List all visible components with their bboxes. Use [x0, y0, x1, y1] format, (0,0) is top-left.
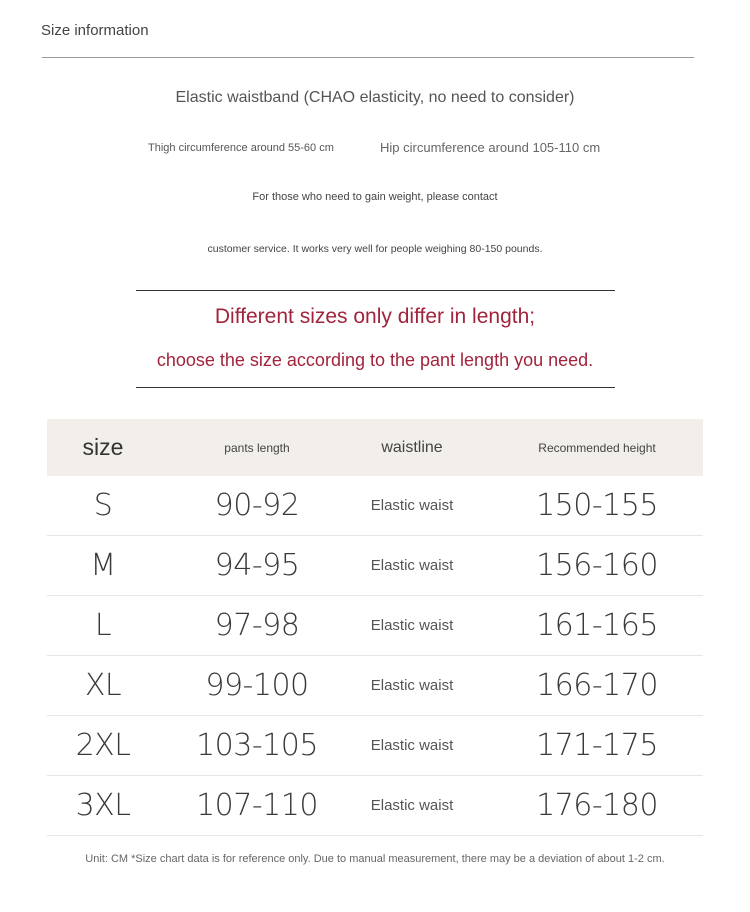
footnote: Unit: CM *Size chart data is for reference only. Due to manual measurement, there may be a deviation of about 1-2 cm.: [85, 853, 665, 865]
waist-cell: Elastic waist: [370, 797, 454, 814]
height-cell: 161-165: [536, 608, 658, 643]
height-cell: 171-175: [536, 728, 658, 763]
length-cell: 107-110: [196, 788, 318, 823]
waistband-info: Elastic waistband (CHAO elasticity, no need to consider): [175, 89, 575, 106]
length-cell: 103-105: [196, 728, 318, 763]
size-cell: M: [90, 548, 116, 583]
table-row: [47, 776, 703, 836]
waist-cell: Elastic waist: [370, 497, 454, 514]
size-cell: L: [94, 608, 112, 643]
header-waistline: waistline: [381, 438, 443, 456]
size-cell: S: [93, 488, 113, 523]
divider: [136, 387, 615, 388]
size-cell: XL: [84, 668, 122, 703]
length-cell: 90-92: [214, 488, 300, 523]
notice-line1: Different sizes only differ in length;: [214, 305, 536, 328]
waist-cell: Elastic waist: [370, 557, 454, 574]
table-row: [47, 476, 703, 536]
table-row: [47, 596, 703, 656]
height-cell: 156-160: [536, 548, 658, 583]
length-cell: 97-98: [214, 608, 300, 643]
height-cell: 166-170: [536, 668, 658, 703]
hip-info: Hip circumference around 105-110 cm: [380, 140, 601, 155]
weight-info-line1: For those who need to gain weight, please contact: [252, 191, 498, 203]
height-cell: 176-180: [536, 788, 658, 823]
divider: [42, 57, 694, 58]
notice-line2: choose the size according to the pant length you need.: [156, 350, 594, 370]
section-title: Size information: [41, 22, 149, 39]
size-cell: 3XL: [75, 788, 131, 823]
waist-cell: Elastic waist: [370, 677, 454, 694]
length-cell: 94-95: [214, 548, 300, 583]
table-row: [47, 536, 703, 596]
header-size: size: [82, 434, 124, 460]
header-pants-length: pants length: [224, 440, 290, 455]
size-cell: 2XL: [75, 728, 131, 763]
divider: [136, 290, 615, 291]
table-row: [47, 656, 703, 716]
height-cell: 150-155: [536, 488, 658, 523]
length-cell: 99-100: [205, 668, 309, 703]
table-header: [47, 419, 703, 476]
table-row: [47, 716, 703, 776]
waist-cell: Elastic waist: [370, 617, 454, 634]
waist-cell: Elastic waist: [370, 737, 454, 754]
header-recommended-height: Recommended height: [538, 440, 656, 455]
weight-info-line2: customer service. It works very well for people weighing 80-150 pounds.: [207, 243, 543, 255]
thigh-info: Thigh circumference around 55-60 cm: [148, 142, 334, 154]
size-table: [47, 419, 703, 836]
